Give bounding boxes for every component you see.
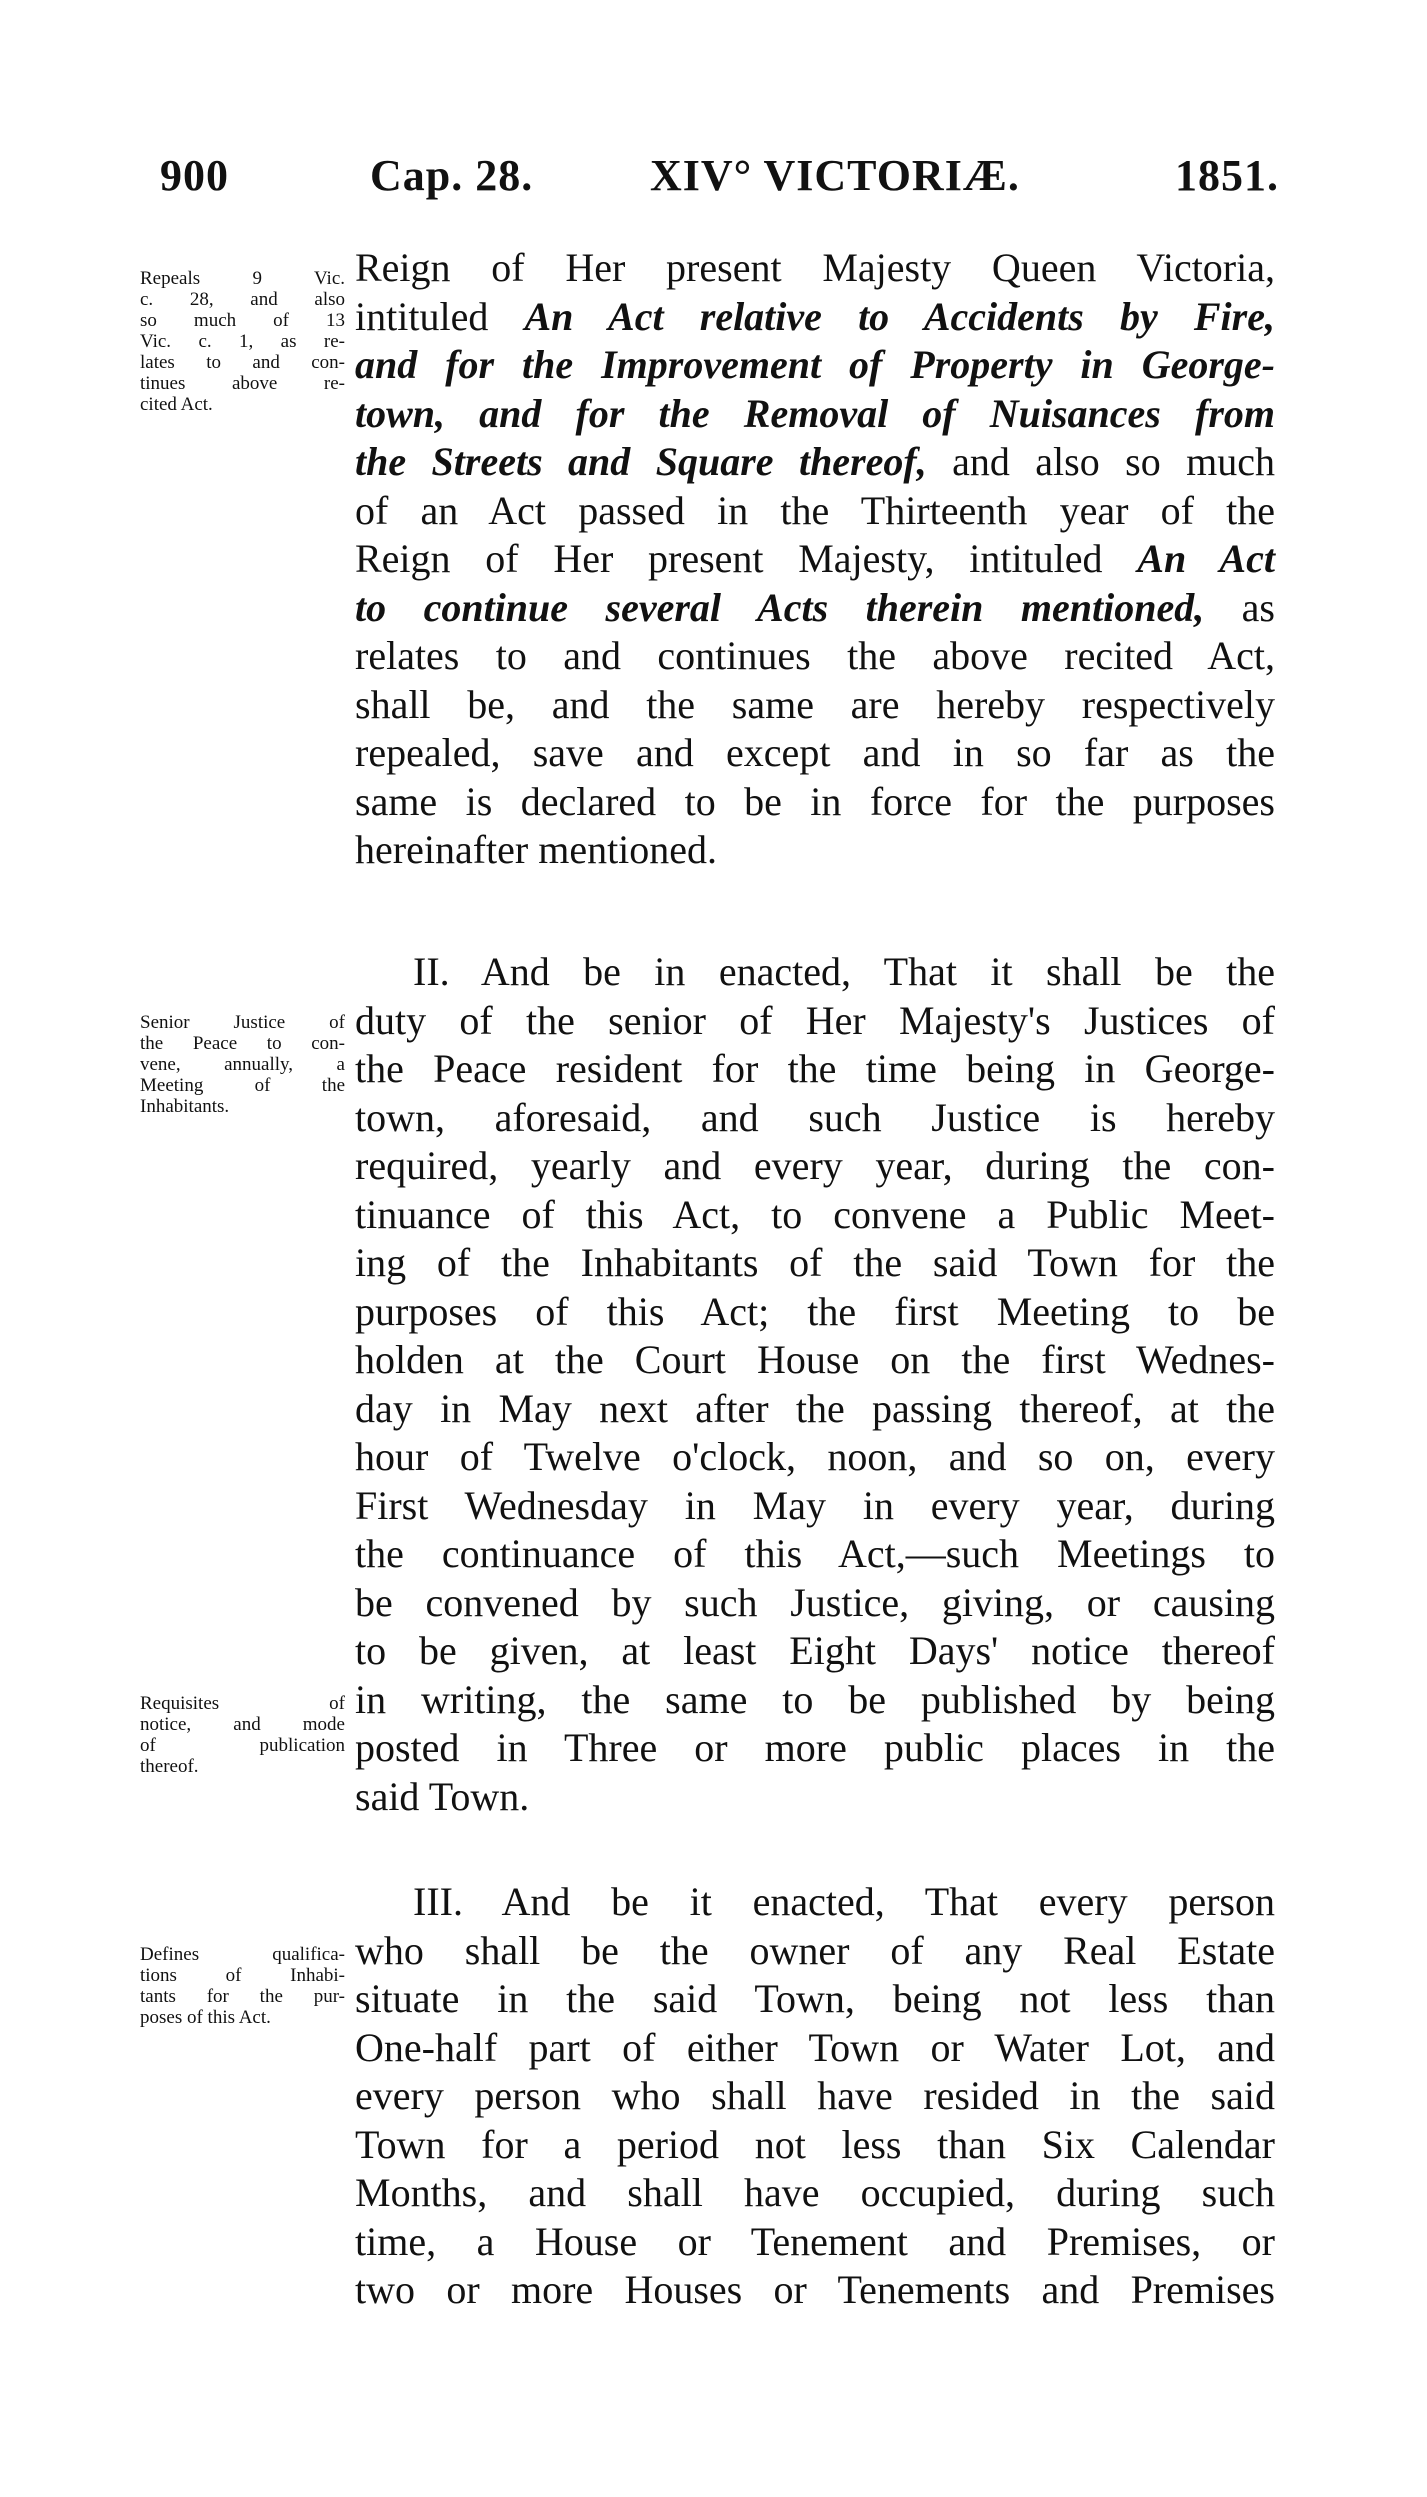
text-line: repealed, save and except and in so far as the <box>355 730 1275 775</box>
text-line: the continuance of this Act,—such Meetings to <box>355 1531 1275 1576</box>
text-line <box>355 390 1275 439</box>
text-line: III. And be it enacted, That every person <box>413 1879 1275 1924</box>
text-line: II. And be in enacted, That it shall be the <box>413 949 1275 994</box>
sidenote-line: Repeals 9 Vic. <box>140 268 345 289</box>
text-line: required, yearly and every year, during the con- <box>355 1143 1275 1188</box>
sidenote-requisites <box>140 1693 345 1777</box>
text-line: hereinafter mentioned. <box>355 827 718 872</box>
text-line: day in May next after the passing thereof, at the <box>355 1385 1275 1431</box>
text-line: purposes of this Act; the first Meeting to be <box>355 1288 1275 1334</box>
act-title-italic: and for the Improvement of Property in George- <box>355 342 1275 387</box>
text-line: two or more Houses or Tenements and Premises <box>355 2267 1275 2312</box>
running-title: XIV° VICTORIÆ. <box>650 151 1020 200</box>
text-line: shall be, and the same are hereby respectively <box>355 681 1275 727</box>
sidenote-line: tinues above re- <box>140 373 345 394</box>
text-line: of an Act passed in the Thirteenth year of the <box>355 487 1275 533</box>
section-3-text <box>355 1878 1275 2315</box>
text-line: situate in the said Town, being not less than <box>355 1976 1275 2021</box>
text-line: posted in Three or more public places in the <box>355 1725 1275 1770</box>
text-line: to continue several Acts therein mentioned, as <box>355 584 1275 630</box>
running-head <box>160 150 1279 210</box>
sidenote-line: notice, and mode <box>140 1714 345 1735</box>
text-line: One-half part of either Town or Water Lot, and <box>355 2024 1275 2070</box>
text-line: ing of the Inhabitants of the said Town for the <box>355 1240 1275 1285</box>
section-2-text <box>355 948 1275 1821</box>
text-line: Months, and shall have occupied, during such <box>355 2170 1275 2215</box>
sidenote-line: cited Act. <box>140 394 213 415</box>
act-title-italic: to continue several Acts therein mentioned, <box>355 584 1205 630</box>
text-line: holden at the Court House on the first Wednes- <box>355 1337 1275 1382</box>
text-line: tinuance of this Act, to convene a Public Meet- <box>355 1191 1275 1237</box>
text-line: the Peace resident for the time being in George- <box>355 1046 1275 1091</box>
chapter-label: Cap. 28. <box>370 151 534 200</box>
sidenote-line: thereof. <box>140 1756 199 1777</box>
sidenote-line: so much of 13 <box>140 310 345 331</box>
act-title-italic: town, and for the Removal of Nuisances from <box>355 390 1275 436</box>
act-title-italic: the Streets and Square thereof, <box>355 439 927 484</box>
sidenote-senior-justice <box>140 1012 345 1117</box>
sidenote-line: Meeting of the <box>140 1075 345 1096</box>
text-line: duty of the senior of Her Majesty's Justices of <box>355 997 1275 1043</box>
text-line <box>355 341 1275 390</box>
sidenote-line: Requisites of <box>140 1693 345 1714</box>
text-line: Town for a period not less than Six Calendar <box>355 2121 1275 2167</box>
sidenote-line: vene, annually, a <box>140 1054 345 1075</box>
sidenote-line: tants for the pur- <box>140 1986 345 2007</box>
sidenote-line: tions of Inhabi- <box>140 1965 345 1986</box>
text-line: every person who shall have resided in the said <box>355 2073 1275 2118</box>
text-line: be convened by such Justice, giving, or causing <box>355 1579 1275 1625</box>
sidenote-line: Inhabitants. <box>140 1096 230 1117</box>
text-line: who shall be the owner of any Real Estate <box>355 1927 1275 1973</box>
page-number: 900 <box>160 151 229 200</box>
text-line: hour of Twelve o'clock, noon, and so on, every <box>355 1434 1275 1479</box>
text-line: same is declared to be in force for the purposes <box>355 778 1275 824</box>
sidenote-line: Senior Justice of <box>140 1012 345 1033</box>
section-1-text <box>355 244 1275 875</box>
sidenote-line: c. 28, and also <box>140 289 345 310</box>
sidenote-line: lates to and con- <box>140 352 345 373</box>
text-line: the Streets and Square thereof, and also so much <box>355 439 1275 484</box>
text-line: time, a House or Tenement and Premises, or <box>355 2218 1275 2264</box>
sidenote-line: Vic. c. 1, as re- <box>140 331 345 352</box>
act-title-italic: An Act <box>1137 536 1275 581</box>
text-line: town, aforesaid, and such Justice is hereby <box>355 1094 1275 1140</box>
sidenote-defines-qualifications <box>140 1944 345 2028</box>
text-line: said Town. <box>355 1773 530 1819</box>
text-line: relates to and continues the above recited Act, <box>355 633 1275 678</box>
sidenote-line: poses of this Act. <box>140 2007 271 2028</box>
sidenote-line: Defines qualifica- <box>140 1944 345 1965</box>
text-line: First Wednesday in May in every year, during <box>355 1482 1275 1528</box>
text-line: in writing, the same to be published by being <box>355 1676 1275 1722</box>
sidenote-repeals <box>140 268 345 415</box>
text-line: to be given, at least Eight Days' notice thereof <box>355 1628 1275 1673</box>
sidenote-line: the Peace to con- <box>140 1033 345 1054</box>
sidenote-line: of publication <box>140 1735 345 1756</box>
year-label: 1851. <box>1175 151 1279 200</box>
text-line: Reign of Her present Majesty, intituled An Act <box>355 536 1275 581</box>
text-line: Reign of Her present Majesty Queen Victoria, <box>355 245 1275 290</box>
text-line: intituled An Act relative to Accidents by Fire, <box>355 293 1275 339</box>
act-title-italic: An Act relative to Accidents by Fire, <box>524 293 1275 339</box>
